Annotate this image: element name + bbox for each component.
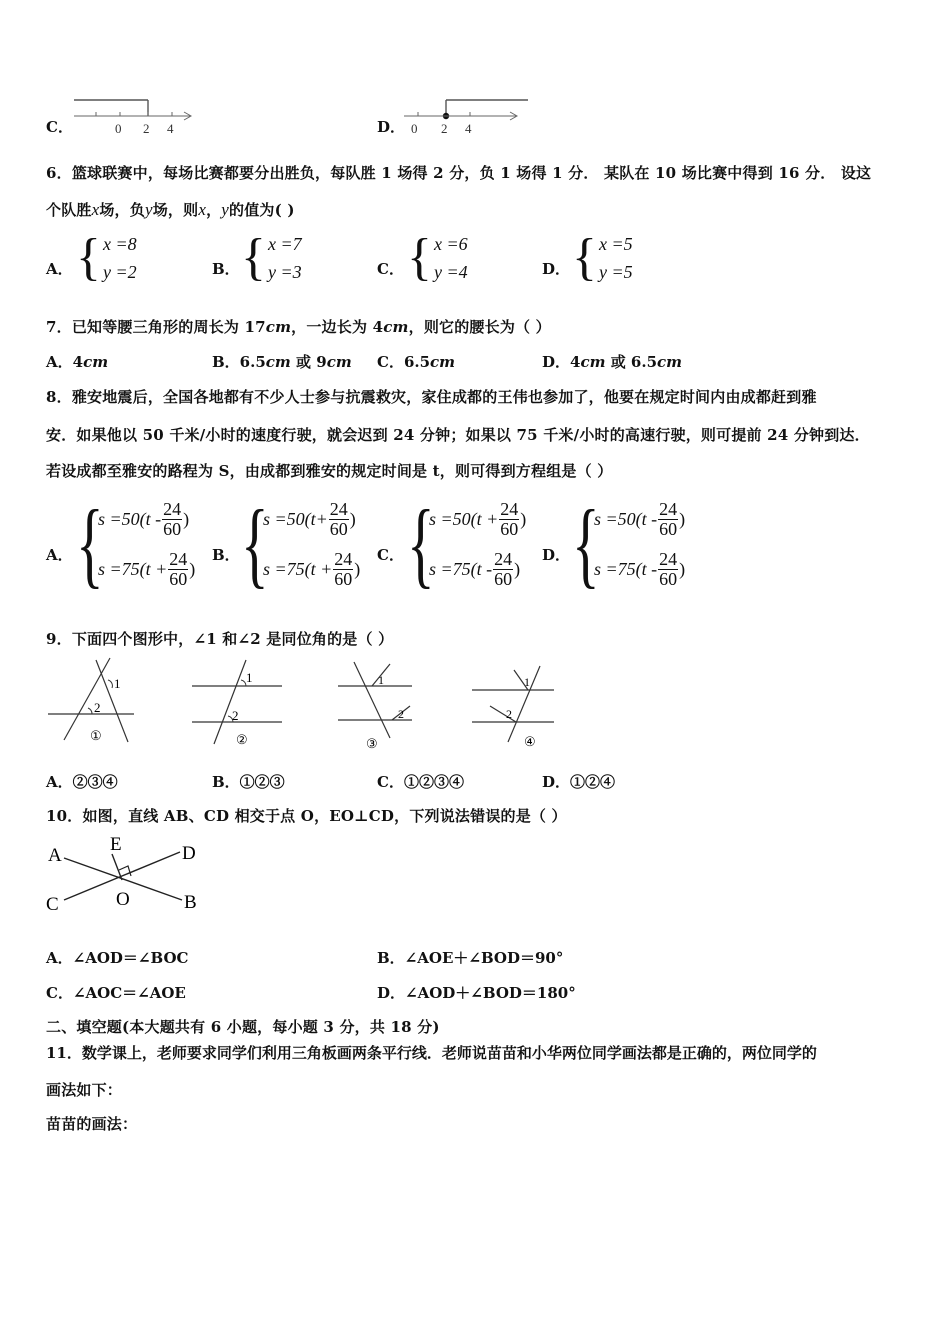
q8-option-c-label: C． bbox=[377, 546, 404, 564]
q6-stem-line2: 个队胜x场，负y场，则x，y的值为( ) bbox=[46, 200, 295, 219]
q5-d-tick-2: 2 bbox=[441, 121, 448, 136]
q5-d-tick-4: 4 bbox=[465, 121, 472, 136]
q9-fig3-angle2: 2 bbox=[398, 707, 404, 721]
q10-stem: 10．如图，直线 AB、CD 相交于点 O，EO⊥CD，下列说法错误的是（ ） bbox=[46, 807, 567, 825]
q10-option-b: B．∠AOE＋∠BOD＝90° bbox=[377, 949, 564, 967]
q9-stem: 9．下面四个图形中，∠1 和∠2 是同位角的是（ ） bbox=[46, 630, 394, 648]
q6-option-c-label: C． bbox=[377, 260, 404, 278]
q5-d-tick-0: 0 bbox=[411, 121, 418, 136]
q6-option-c-system: { x =6 y =4 bbox=[407, 229, 468, 286]
q9-option-b: B．①②③ bbox=[212, 773, 285, 791]
q8-option-d-label: D． bbox=[542, 546, 571, 564]
q8-option-a-system: { s =50(t - $\frac{24}{60}$ ) s =75(t + $\frac{24}{60}$ ) bbox=[76, 490, 196, 597]
q9-fig1-angle2: 2 bbox=[94, 700, 101, 715]
q10-option-c: C．∠AOC＝∠AOE bbox=[46, 984, 186, 1002]
q6-option-b-system: { x =7 y =3 bbox=[241, 229, 302, 286]
q9-figure-1 bbox=[46, 656, 138, 748]
q7-option-a: A．4cm bbox=[46, 353, 109, 371]
q10-point-d: D bbox=[182, 843, 196, 864]
q7-option-d: D．4cm 或 6.5cm bbox=[542, 353, 683, 371]
q6-option-d-label: D． bbox=[542, 260, 571, 278]
q8-option-b-system: { s =50(t+ $\frac{24}{60}$ ) s =75(t + $\frac{24}{60}$ ) bbox=[241, 490, 361, 597]
q5-c-tick-4: 4 bbox=[167, 121, 174, 136]
q10-option-a: A．∠AOD＝∠BOC bbox=[46, 949, 189, 967]
q9-fig1-angle1: 1 bbox=[114, 676, 121, 691]
q7-stem: 7．已知等腰三角形的周长为 17cm，一边长为 4cm，则它的腰长为（ ） bbox=[46, 318, 551, 336]
q7-option-b: B．6.5cm 或 9cm bbox=[212, 353, 352, 371]
q9-fig1-label: ① bbox=[90, 728, 102, 743]
q8-stem-line3: 若设成都至雅安的路程为 S，由成都到雅安的规定时间是 t，则可得到方程组是（ ） bbox=[46, 462, 613, 480]
q7-option-c: C．6.5cm bbox=[377, 353, 456, 371]
q9-figure-4 bbox=[466, 656, 562, 752]
q11-stem-line2: 画法如下： bbox=[46, 1081, 123, 1099]
q9-fig3-angle1: 1 bbox=[378, 673, 384, 687]
q11-stem-line1: 11．数学课上，老师要求同学们利用三角板画两条平行线．老师说苗苗和小华两位同学画法都是正确的，两位同学的 bbox=[46, 1044, 817, 1062]
q10-point-e: E bbox=[110, 834, 122, 855]
q6-option-a-label: A． bbox=[46, 260, 73, 278]
q10-figure bbox=[42, 830, 212, 916]
q11-stem-line3: 苗苗的画法： bbox=[46, 1115, 138, 1133]
q8-stem-line2: 安．如果他以 50 千米/小时的速度行驶，就会迟到 24 分钟；如果以 75 千米/小时的高速行驶，则可提前 24 分钟到达． bbox=[46, 426, 870, 444]
q10-point-o: O bbox=[116, 889, 130, 910]
q5-option-c-label: C． bbox=[46, 118, 73, 136]
q9-fig4-label: ④ bbox=[524, 734, 536, 749]
q5-option-d-label: D． bbox=[377, 118, 406, 136]
q9-option-a: A．②③④ bbox=[46, 773, 118, 791]
q6-option-a-system: { x =8 y =2 bbox=[76, 229, 137, 286]
q10-point-a: A bbox=[48, 845, 62, 866]
q8-option-a-label: A． bbox=[46, 546, 73, 564]
q8-stem-line1: 8．雅安地震后，全国各地都有不少人士参与抗震救灾，家住成都的王伟也参加了，他要在规定时间内由成都赶到雅 bbox=[46, 388, 817, 406]
q9-fig2-angle2: 2 bbox=[232, 708, 239, 723]
q8-option-d-system: { s =50(t - $\frac{24}{60}$ ) s =75(t - $\frac{24}{60}$ ) bbox=[572, 490, 686, 597]
q9-figure-3 bbox=[334, 656, 418, 752]
section-2-title: 二、填空题(本大题共有 6 小题，每小题 3 分，共 18 分) bbox=[46, 1018, 440, 1036]
q5-c-tick-0: 0 bbox=[115, 121, 122, 136]
q6-stem-line1: 6．篮球联赛中，每场比赛都要分出胜负，每队胜 1 场得 2 分，负 1 场得 1 分． 某队在 10 场比赛中得到 16 分． 设这 bbox=[46, 164, 872, 182]
q5-c-tick-2: 2 bbox=[143, 121, 150, 136]
q5-option-d-number-line bbox=[400, 96, 530, 140]
q9-figure-2 bbox=[190, 656, 290, 748]
q6-option-b-label: B． bbox=[212, 260, 240, 278]
q9-fig4-angle2: 2 bbox=[506, 707, 512, 721]
q9-fig2-angle1: 1 bbox=[246, 670, 253, 685]
q9-fig4-angle1: 1 bbox=[524, 675, 530, 689]
q9-fig2-label: ② bbox=[236, 732, 248, 747]
q8-option-b-label: B． bbox=[212, 546, 240, 564]
q10-point-b: B bbox=[184, 892, 197, 913]
q6-option-d-system: { x =5 y =5 bbox=[572, 229, 633, 286]
q5-option-c-number-line bbox=[70, 96, 200, 140]
q9-option-d: D．①②④ bbox=[542, 773, 616, 791]
q9-option-c: C．①②③④ bbox=[377, 773, 464, 791]
q9-fig3-label: ③ bbox=[366, 736, 378, 751]
q10-option-d: D．∠AOD＋∠BOD＝180° bbox=[377, 984, 576, 1002]
q10-point-c: C bbox=[46, 894, 59, 915]
q8-option-c-system: { s =50(t + $\frac{24}{60}$ ) s =75(t - $\frac{24}{60}$ ) bbox=[407, 490, 527, 597]
